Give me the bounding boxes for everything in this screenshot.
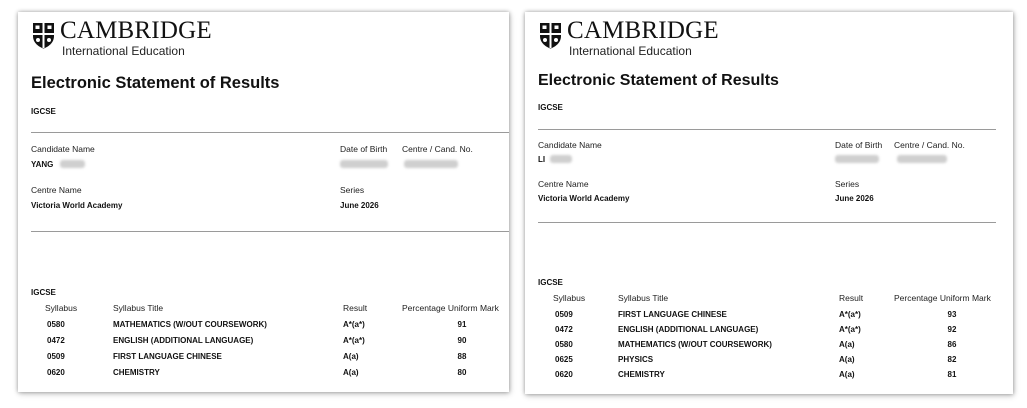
divider [31,231,509,232]
col-result: Result [343,303,368,313]
qualification-label: IGCSE [31,107,56,116]
candidate-name-value: YANG [31,160,54,169]
percentage-mark: 90 [457,336,467,345]
statement-right [525,12,1013,394]
col-syllabus: Syllabus [553,293,586,303]
syllabus-title: FIRST LANGUAGE CHINESE [113,352,222,361]
syllabus-code: 0509 [47,352,65,361]
centre-cand-no-label: Centre / Cand. No. [894,140,965,150]
col-percentage: Percentage Uniform Mark [894,293,991,303]
statement-left [18,12,509,392]
centre-name-value: Victoria World Academy [538,194,630,203]
syllabus-code: 0580 [555,340,573,349]
result-grade: A(a) [343,368,359,377]
syllabus-code: 0620 [555,370,573,379]
col-syllabus-title: Syllabus Title [113,303,164,313]
centre-name-label: Centre Name [538,179,589,189]
syllabus-title: ENGLISH (ADDITIONAL LANGUAGE) [113,336,254,345]
percentage-mark: 91 [457,320,467,329]
result-grade: A(a) [839,355,855,364]
centre-name-label: Centre Name [31,185,82,195]
brand-subtitle: International Education [569,44,692,58]
col-syllabus: Syllabus [45,303,78,313]
centre-cand-no-label: Centre / Cand. No. [402,144,473,154]
percentage-mark: 86 [947,340,957,349]
redacted-dob [340,160,388,168]
syllabus-title: ENGLISH (ADDITIONAL LANGUAGE) [618,325,759,334]
document-title: Electronic Statement of Results [31,74,280,92]
brand-name: CAMBRIDGE [60,17,212,44]
brand-name: CAMBRIDGE [567,17,719,44]
syllabus-code: 0625 [555,355,573,364]
syllabus-code: 0509 [555,310,573,319]
syllabus-title: MATHEMATICS (W/OUT COURSEWORK) [113,320,267,329]
syllabus-code: 0580 [47,320,65,329]
qualification-label: IGCSE [538,103,563,112]
result-grade: A*(a*) [343,336,365,345]
result-grade: A(a) [839,340,855,349]
series-value: June 2026 [835,194,874,203]
syllabus-code: 0472 [47,336,65,345]
percentage-mark: 80 [457,368,467,377]
syllabus-title: MATHEMATICS (W/OUT COURSEWORK) [618,340,772,349]
redacted-dob [835,155,879,163]
redacted-centre-no [897,155,947,163]
result-grade: A*(a*) [839,325,861,334]
percentage-mark: 81 [947,370,957,379]
candidate-name-label: Candidate Name [31,144,95,154]
series-label: Series [340,185,365,195]
redacted-surname [550,155,572,163]
syllabus-title: FIRST LANGUAGE CHINESE [618,310,727,319]
syllabus-title: PHYSICS [618,355,654,364]
result-grade: A*(a*) [343,320,365,329]
percentage-mark: 92 [947,325,957,334]
percentage-mark: 88 [457,352,467,361]
result-grade: A(a) [839,370,855,379]
date-of-birth-label: Date of Birth [340,144,388,154]
document-title: Electronic Statement of Results [538,72,779,89]
brand-subtitle: International Education [62,44,185,58]
col-syllabus-title: Syllabus Title [618,293,669,303]
crest-icon [539,22,562,49]
date-of-birth-label: Date of Birth [835,140,883,150]
redacted-surname [60,160,85,168]
candidate-name-value: LI [538,155,546,164]
result-grade: A(a) [343,352,359,361]
divider [538,222,996,223]
redacted-centre-no [404,160,458,168]
result-grade: A*(a*) [839,310,861,319]
results-heading: IGCSE [538,278,563,287]
syllabus-code: 0620 [47,368,65,377]
col-result: Result [839,293,864,303]
divider [538,129,996,130]
syllabus-title: CHEMISTRY [618,370,665,379]
crest-icon [32,22,55,49]
col-percentage: Percentage Uniform Mark [402,303,499,313]
percentage-mark: 93 [947,310,957,319]
syllabus-code: 0472 [555,325,573,334]
candidate-name-label: Candidate Name [538,140,602,150]
results-heading: IGCSE [31,288,56,297]
centre-name-value: Victoria World Academy [31,201,123,210]
series-value: June 2026 [340,201,379,210]
percentage-mark: 82 [947,355,957,364]
divider [31,132,509,133]
series-label: Series [835,179,860,189]
syllabus-title: CHEMISTRY [113,368,160,377]
